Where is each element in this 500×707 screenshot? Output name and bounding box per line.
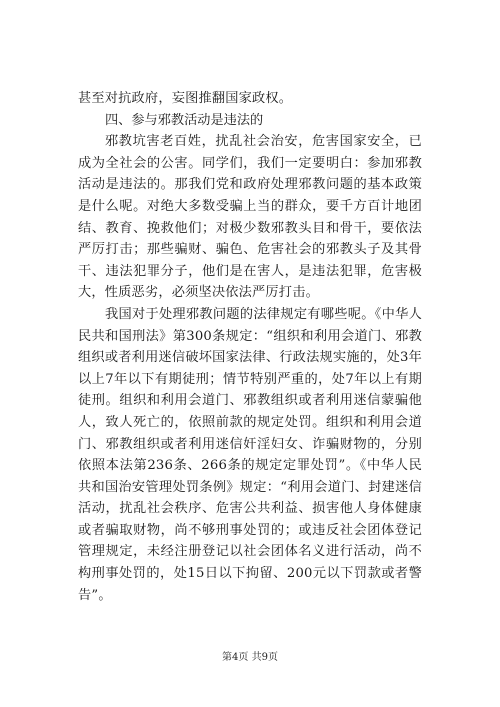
section-heading: 四、参与邪教活动是违法的 (105, 112, 264, 128)
page-number-footer: 第4页 共9页 (222, 652, 278, 663)
paragraph-legal-provisions: 我国对于处理邪教问题的法律规定有哪些呢。《中华人民共和国刑法》第300条规定：“组织和利用会道门、邪教组织或者利用迷信破坏国家法律、行政法规实施的，处3年以上7年以下有期徒刑；情节特别严重的，处7年以上有期徒刑。组织和利用会道门、邪教组织或者利用迷信蒙骗他人，致人死亡的，依照前款的规定处罚。组织和利用会道门、邪教组织或者利用迷信奸淫妇女、诈骗财物的，分别依照本法第236条、266条的规定定罪处罚”。《中华人民共和国治安管理处罚条例》规定：“利用会道门、封建迷信活动，扰乱社会秩序、危害公共利益、损害他人身体健康或者骗取财物，尚不够刑事处罚的；或违反社会团体登记管理规定，未经注册登记以社会团体名义进行活动，尚不构刑事处罚的，处15日以下拘留、200元以下罚款或者警告”。 (78, 306, 422, 603)
paragraph-continuation: 甚至对抗政府，妄图推翻国家政权。 (78, 91, 293, 106)
paragraph-cult-harm: 邪教坑害老百姓，扰乱社会治安，危害国家安全，已成为全社会的公害。同学们，我们一定要明白：参加邪教活动是违法的。那我们党和政府处理邪教问题的基本政策是什么呢。对绝大多数受骗上当的群众，要千方百计地团结、教育、挽救他们；对极少数邪教头目和骨干，要依法严厉打击；那些骗财、骗色、危害社会的邪教头子及其骨干、违法犯罪分子，他们是在害人，是违法犯罪，危害极大，性质恶劣，必须坚决依法严厉打击。 (78, 134, 422, 301)
document-body (78, 88, 422, 606)
